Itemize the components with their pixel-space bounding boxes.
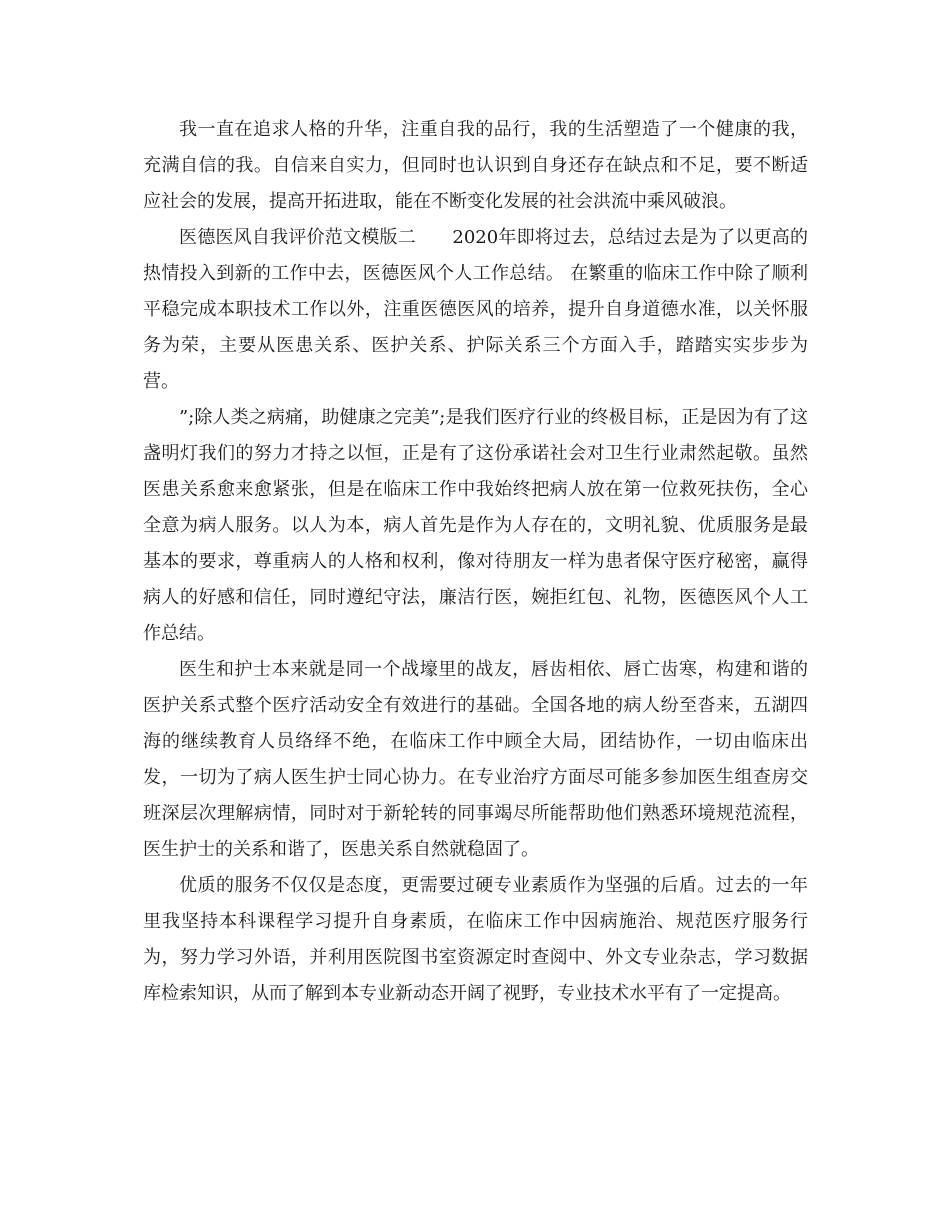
paragraph-3: ”;除人类之病痛，助健康之完美”;是我们医疗行业的终极目标，正是因为有了这盏明灯我们的努力才持之以恒，正是有了这份承诺社会对卫生行业肃然起敬。虽然医患关系愈来愈紧张，但是在临床工作中我始终把病人放在第一位救死扶伤，全心全意为病人服务。以人为本，病人首先是作为人存在的，文明礼貌、优质服务是最基本的要求，尊重病人的人格和权利，像对待朋友一样为患者保守医疗秘密，赢得病人的好感和信任，同时遵纪守法，廉洁行医，婉拒红包、礼物，医德医风个人工作总结。 xyxy=(143,407,808,644)
document-body xyxy=(143,112,808,1012)
paragraph-4: 医生和护士本来就是同一个战壕里的战友，唇齿相依、唇亡齿寒，构建和谐的医护关系式整个医疗活动安全有效进行的基础。全国各地的病人纷至沓来，五湖四海的继续教育人员络绎不绝，在临床工作中顾全大局，团结协作，一切由临床出发，一切为了病人医生护士同心协力。在专业治疗方面尽可能多参加医生组查房交班深层次理解病情，同时对于新轮转的同事竭尽所能帮助他们熟悉环境规范流程，医生护士的关系和谐了，医患关系自然就稳固了。 xyxy=(143,659,808,860)
paragraph-1: 我一直在追求人格的升华，注重自我的品行，我的生活塑造了一个健康的我，充满自信的我。自信来自实力，但同时也认识到自身还存在缺点和不足，要不断适应社会的发展，提高开拓进取，能在不断变化发展的社会洪流中乘风破浪。 xyxy=(143,119,808,212)
paragraph-2: 医德医风自我评价范文模版二 2020年即将过去，总结过去是为了以更高的热情投入到新的工作中去，医德医风个人工作总结。 在繁重的临床工作中除了顺利平稳完成本职技术工作以外，注重医德医风的培养，提升自身道德水准，以关怀服务为荣，主要从医患关系、医护关系、护际关系三个方面入手，踏踏实实步步为营。 xyxy=(143,227,808,392)
paragraph-5: 优质的服务不仅仅是态度，更需要过硬专业素质作为坚强的后盾。过去的一年里我坚持本科课程学习提升自身素质，在临床工作中因病施治、规范医疗服务行为，努力学习外语，并利用医院图书室资源定时查阅中、外文专业杂志，学习数据库检索知识，从而了解到本专业新动态开阔了视野，专业技术水平有了一定提高。 xyxy=(143,875,808,1004)
